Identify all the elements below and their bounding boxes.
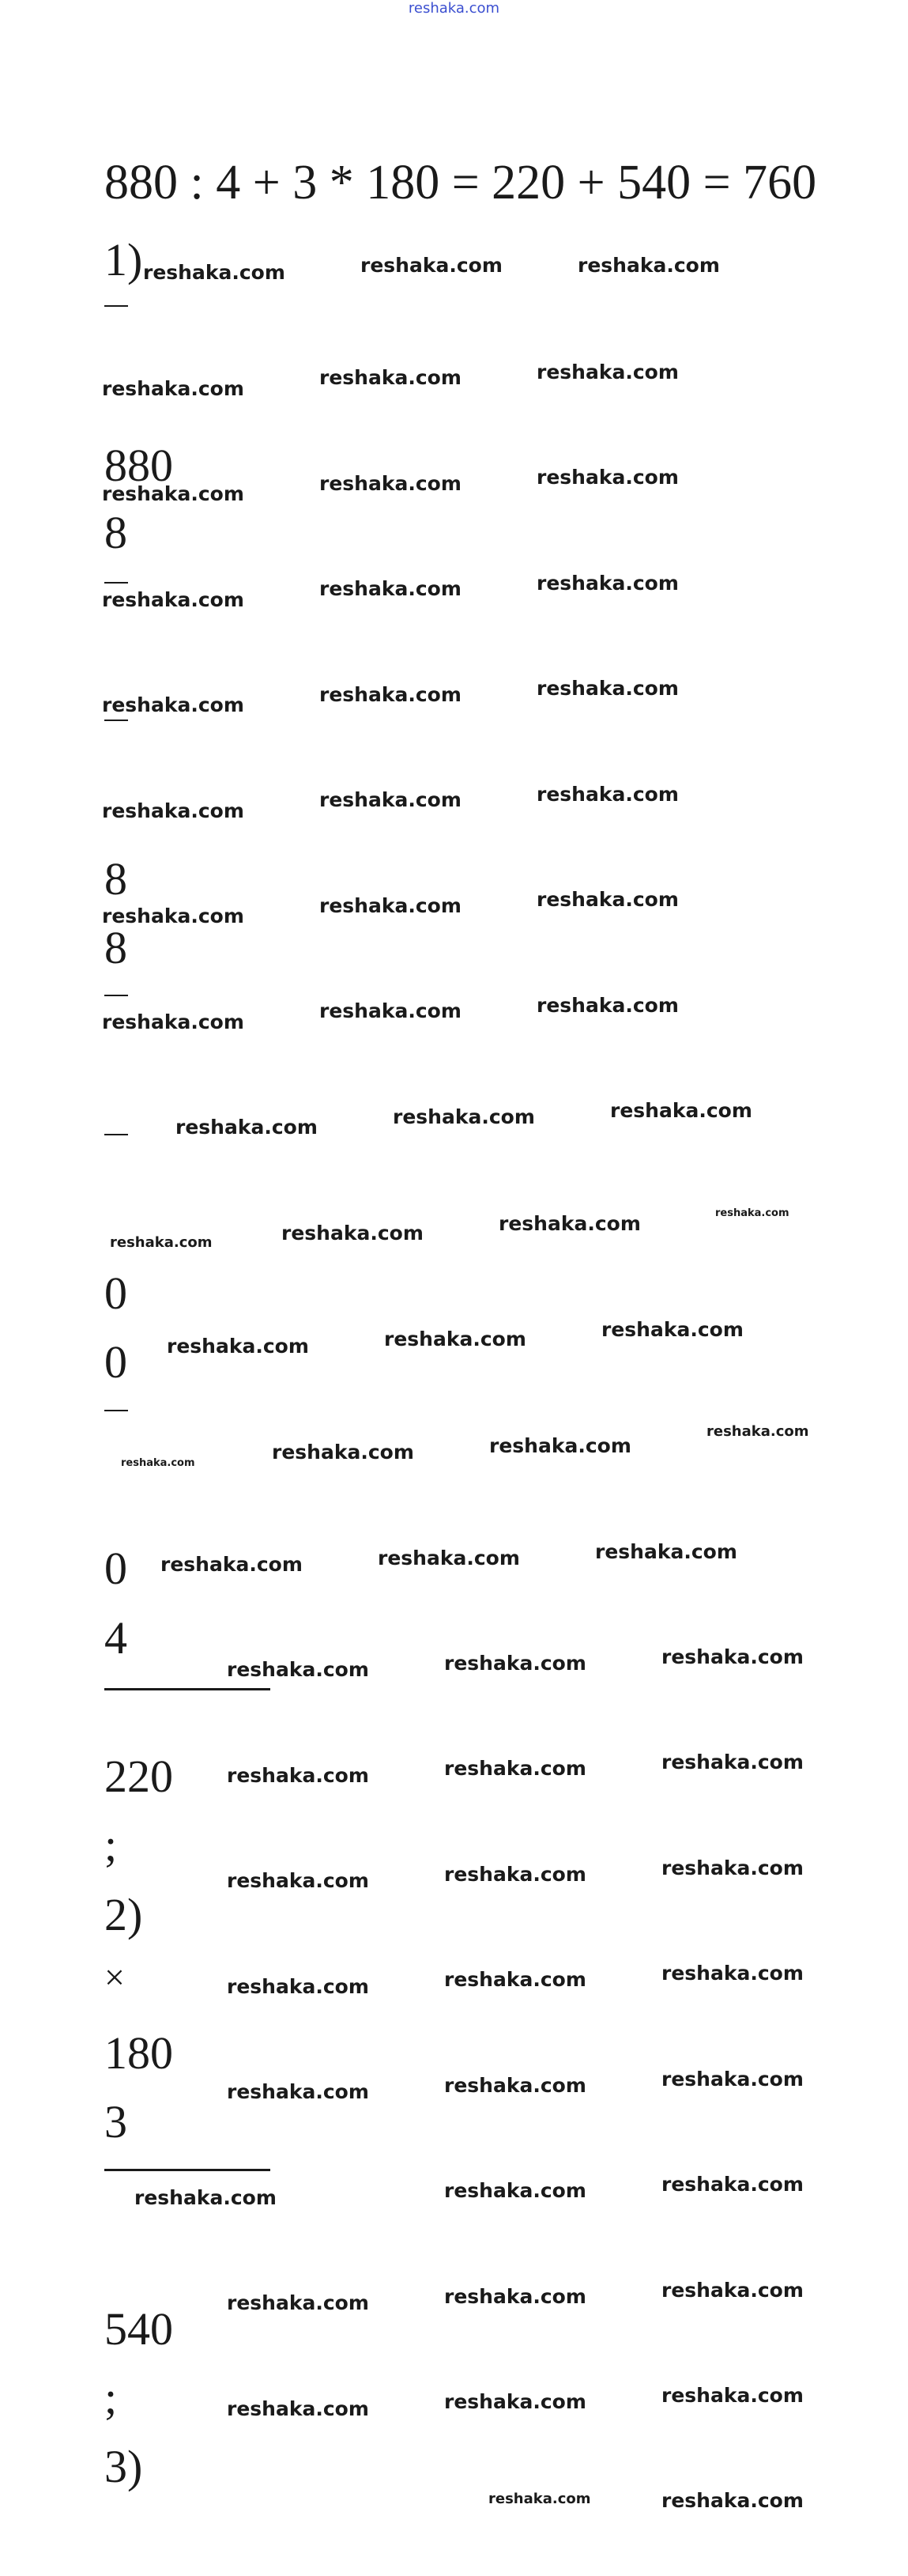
watermark: reshaka.com [393,1105,535,1128]
minus-sign [104,305,128,307]
watermark: reshaka.com [661,2068,804,2091]
watermark: reshaka.com [661,1856,804,1879]
quotient: 220 [104,1751,173,1802]
separator: ; [104,2372,118,2423]
step-1-label: 1) [104,234,143,285]
dividend: 880 [104,440,173,491]
watermark: reshaka.com [272,1441,414,1464]
remainder: 0 [104,1543,127,1594]
watermark: reshaka.com [227,2291,369,2314]
watermark: reshaka.com [661,2489,804,2512]
product-bar [104,2169,270,2171]
watermark: reshaka.com [488,2491,591,2507]
watermark: reshaka.com [134,2186,277,2209]
watermark: reshaka.com [102,693,244,716]
step-2-label: 2) [104,1889,143,1940]
minus-sign [104,720,128,721]
watermark: reshaka.com [444,1652,586,1675]
minus-sign [104,582,128,584]
minus-sign [104,1410,128,1411]
watermark: reshaka.com [227,1764,369,1787]
watermark: reshaka.com [227,1975,369,1998]
site-link[interactable]: reshaka.com [408,0,500,17]
watermark: reshaka.com [537,466,679,489]
watermark: reshaka.com [661,1962,804,1985]
watermark: reshaka.com [281,1222,424,1245]
watermark: reshaka.com [319,366,462,389]
divisor: 4 [104,1612,127,1664]
watermark: reshaka.com [319,683,462,706]
watermark: reshaka.com [444,2390,586,2413]
watermark: reshaka.com [319,577,462,600]
watermark: reshaka.com [227,2397,369,2420]
partial-value: 8 [104,922,127,973]
watermark: reshaka.com [595,1540,737,1563]
watermark: reshaka.com [706,1423,809,1440]
watermark: reshaka.com [319,999,462,1022]
watermark: reshaka.com [143,261,285,284]
watermark: reshaka.com [661,2384,804,2407]
watermark: reshaka.com [444,2179,586,2202]
watermark: reshaka.com [227,1658,369,1681]
watermark: reshaka.com [319,472,462,495]
watermark: reshaka.com [102,799,244,822]
factor: 180 [104,2027,173,2079]
watermark: reshaka.com [537,783,679,806]
watermark: reshaka.com [444,1968,586,1991]
watermark: reshaka.com [102,905,244,927]
watermark: reshaka.com [102,1010,244,1033]
watermark: reshaka.com [499,1212,641,1235]
watermark: reshaka.com [489,1434,631,1457]
separator: ; [104,1819,118,1871]
watermark: reshaka.com [601,1318,744,1341]
watermark: reshaka.com [360,254,503,277]
watermark: reshaka.com [444,2074,586,2097]
watermark: reshaka.com [167,1335,309,1358]
factor: 3 [104,2096,127,2147]
watermark: reshaka.com [661,2279,804,2302]
watermark: reshaka.com [661,1645,804,1668]
watermark: reshaka.com [610,1099,752,1122]
watermark: reshaka.com [227,1869,369,1892]
watermark: reshaka.com [444,1757,586,1780]
watermark: reshaka.com [160,1553,303,1576]
minus-sign [104,995,128,996]
watermark: reshaka.com [715,1207,789,1219]
watermark: reshaka.com [444,1863,586,1886]
watermark: reshaka.com [110,1234,213,1251]
watermark: reshaka.com [444,2285,586,2308]
product: 540 [104,2303,173,2355]
partial-value: 0 [104,1267,127,1319]
watermark: reshaka.com [319,894,462,917]
main-equation: 880 : 4 + 3 * 180 = 220 + 540 = 760 [104,156,817,210]
watermark: reshaka.com [102,377,244,400]
watermark: reshaka.com [102,482,244,505]
watermark: reshaka.com [537,361,679,383]
watermark: reshaka.com [121,1457,195,1469]
step-3-label: 3) [104,2441,143,2492]
partial-value: 0 [104,1336,127,1388]
watermark: reshaka.com [319,788,462,811]
watermark: reshaka.com [537,572,679,595]
partial-value: 8 [104,853,127,905]
watermark: reshaka.com [378,1547,520,1569]
watermark: reshaka.com [578,254,720,277]
watermark: reshaka.com [661,2173,804,2196]
watermark: reshaka.com [384,1328,526,1350]
minus-sign [104,1134,128,1135]
partial-value: 8 [104,507,127,558]
watermark: reshaka.com [537,994,679,1017]
watermark: reshaka.com [537,888,679,911]
watermark: reshaka.com [537,677,679,700]
division-bar [104,1688,270,1690]
watermark: reshaka.com [175,1116,318,1139]
watermark: reshaka.com [102,588,244,611]
watermark: reshaka.com [661,1751,804,1773]
multiply-sign: × [104,1957,125,1997]
watermark: reshaka.com [227,2080,369,2103]
